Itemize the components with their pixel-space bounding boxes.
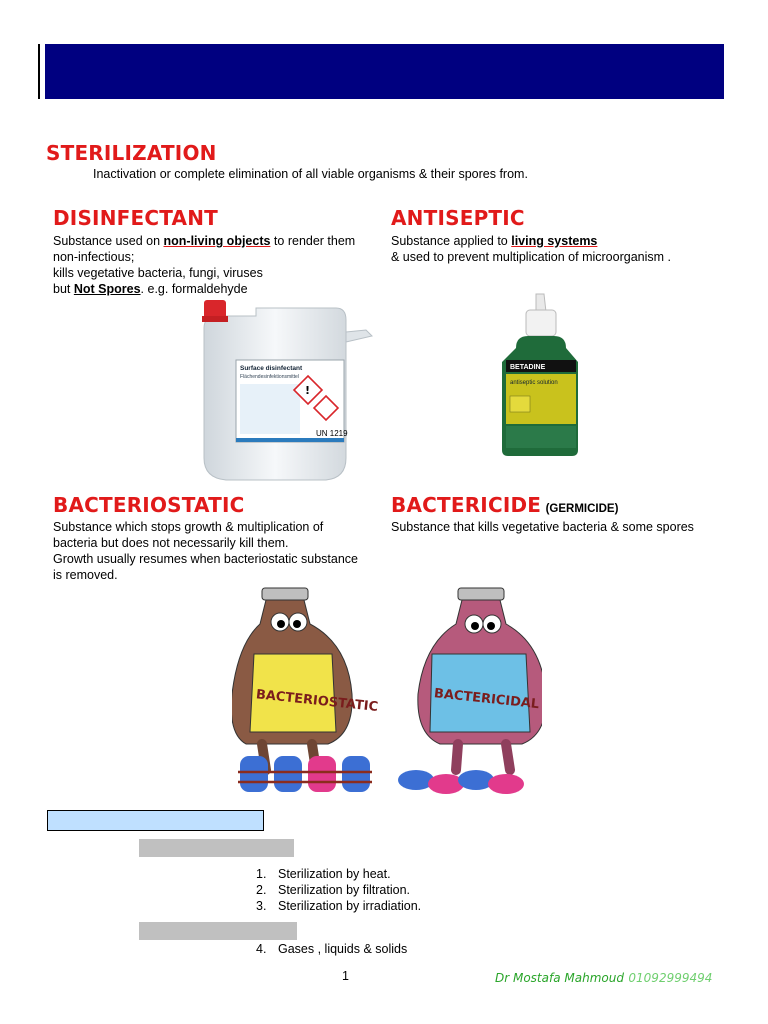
- list-item: 4. Gases , liquids & solids: [256, 942, 408, 956]
- bactericide-heading: BACTERICIDE: [391, 493, 542, 517]
- bacteriostatic-description: Substance which stops growth & multiplication of bacteria but does not necessarily kill them. Growth usually resumes when bacteriostatic substance is removed.: [53, 520, 359, 582]
- list-item: 2. Sterilization by filtration.: [256, 883, 411, 897]
- canister-un-code: UN 1219: [316, 429, 348, 438]
- section-highlight-box: [47, 810, 264, 831]
- sterilization-heading: STERILIZATION: [46, 141, 217, 165]
- canister-label-title: Surface disinfectant: [240, 365, 303, 372]
- list-item: 1. Sterilization by heat.: [256, 867, 391, 881]
- footer-credit: [495, 969, 712, 987]
- subsection-bar-2: [139, 922, 297, 940]
- sterilization-definition: Inactivation or complete elimination of all viable organisms & their spores from.: [93, 167, 528, 181]
- bactericidal-bottle: [418, 588, 542, 770]
- bactericide-description: Substance that kills vegetative bacteria & some spores: [391, 520, 694, 534]
- disinfectant-description: Substance used on non-living objects to render them non-infectious; kills vegetative bacteria, fungi, viruses but Not Spores. e.g. formaldehyde: [53, 234, 356, 296]
- bottle-brand: BETADINE: [510, 364, 546, 371]
- methods-list-2: [256, 941, 407, 957]
- author-phone: 01092999494: [628, 971, 713, 985]
- title-banner: [40, 44, 724, 99]
- subsection-bar-1: [139, 839, 294, 857]
- antiseptic-description: Substance applied to living systems & used to prevent multiplication of microorganism .: [391, 234, 671, 264]
- betadine-bottle-image: [500, 292, 582, 458]
- page-number: 1: [342, 969, 349, 983]
- bactericidal-shirt-label: BACTERICIDAL: [433, 686, 540, 713]
- bacteriostatic-shirt-label: BACTERIOSTATIC: [255, 687, 379, 716]
- tied-bacteria-left: [238, 756, 372, 792]
- squashed-bacteria-right: [398, 770, 524, 794]
- antiseptic-heading: ANTISEPTIC: [391, 206, 525, 230]
- methods-list-1: [256, 866, 421, 914]
- bactericide-heading-row: [391, 493, 618, 517]
- disinfectant-canister-image: [196, 298, 376, 484]
- canister-label-subtitle: Flächendesinfektionsmittel: [240, 374, 299, 380]
- svg-text:!: !: [305, 384, 311, 397]
- list-item: 3. Sterilization by irradiation.: [256, 899, 422, 913]
- bottle-label: antiseptic solution: [510, 380, 558, 386]
- germicide-subheading: (GERMICIDE): [545, 503, 619, 515]
- cartoon-illustration: [232, 584, 542, 804]
- bacteriostatic-heading: BACTERIOSTATIC: [53, 493, 245, 517]
- bacteriostatic-bottle: [232, 588, 379, 770]
- disinfectant-heading: DISINFECTANT: [53, 206, 218, 230]
- author-name: Dr Mostafa Mahmoud: [495, 971, 624, 985]
